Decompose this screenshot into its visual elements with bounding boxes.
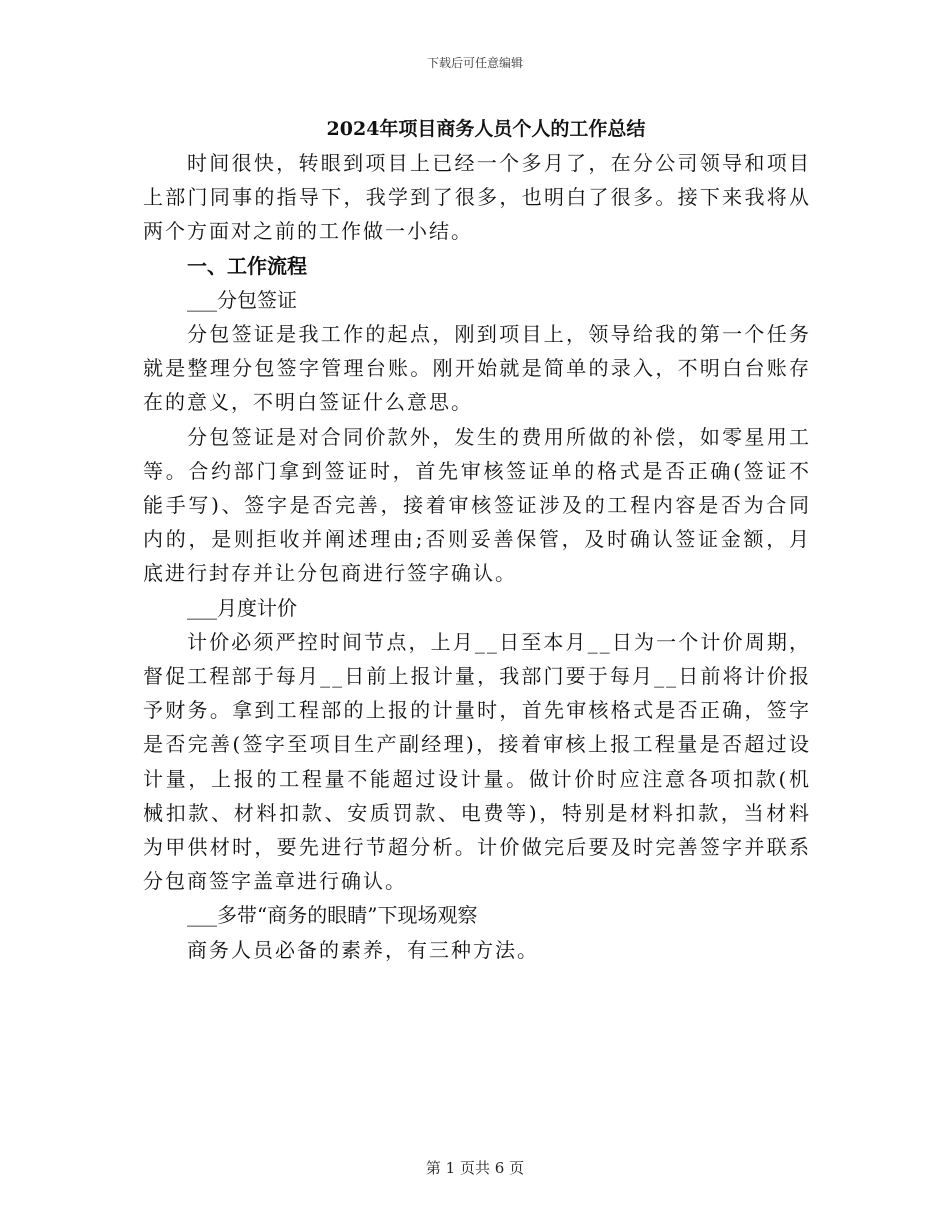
subsection-2-paragraph-1: 计价必须严控时间节点，上月__日至本月__日为一个计价周期，督促工程部于每月__日前上报计量，我部门要于每月__日前将计价报予财务。拿到工程部的上报的计量时，首先审核格式是否正确，签字是否完善(签字至项目生产副经理)，接着审核上报工程量是否超过设计量，上报的工程量不能超过设计量。做计价时应注意各项扣款(机械扣款、材料扣款、安质罚款、电费等)，特别是材料扣款，当材料为甲供材时，要先进行节超分析。计价做完后要及时完善签字并联系分包商签字盖章进行确认。 bbox=[143, 629, 811, 894]
document-title: 2024年项目商务人员个人的工作总结 bbox=[326, 118, 646, 140]
page-header: 下载后可任意编辑 bbox=[426, 56, 523, 70]
document-body bbox=[143, 112, 813, 967]
subsection-1-paragraph-2: 分包签证是对合同价款外，发生的费用所做的补偿，如零星用工等。合约部门拿到签证时，首先审核签证单的格式是否正确(签证不能手写)、签字是否完善，接着审核签证涉及的工程内容是否为合同内的，是则拒收并阐述理由;否则妥善保管，及时确认签证金额，月底进行封存并让分包商进行签字确认。 bbox=[143, 424, 811, 586]
subsection-heading-2: ___月度计价 bbox=[187, 595, 297, 620]
subsection-heading-3: ___多带“商务的眼睛”下现场观察 bbox=[187, 903, 478, 928]
section-heading: 一、工作流程 bbox=[187, 253, 307, 278]
subsection-3-paragraph-1: 商务人员必备的素养，有三种方法。 bbox=[187, 937, 539, 962]
page-footer: 第 1 页共 6 页 bbox=[425, 1159, 525, 1177]
subsection-heading-1: ___分包签证 bbox=[187, 287, 297, 312]
intro-paragraph: 时间很快，转眼到项目上已经一个多月了，在分公司领导和项目上部门同事的指导下，我学到了很多，也明白了很多。接下来我将从两个方面对之前的工作做一小结。 bbox=[143, 151, 811, 244]
subsection-1-paragraph-1: 分包签证是我工作的起点，刚到项目上，领导给我的第一个任务就是整理分包签字管理台账。刚开始就是简单的录入，不明白台账存在的意义，不明白签证什么意思。 bbox=[143, 321, 811, 415]
